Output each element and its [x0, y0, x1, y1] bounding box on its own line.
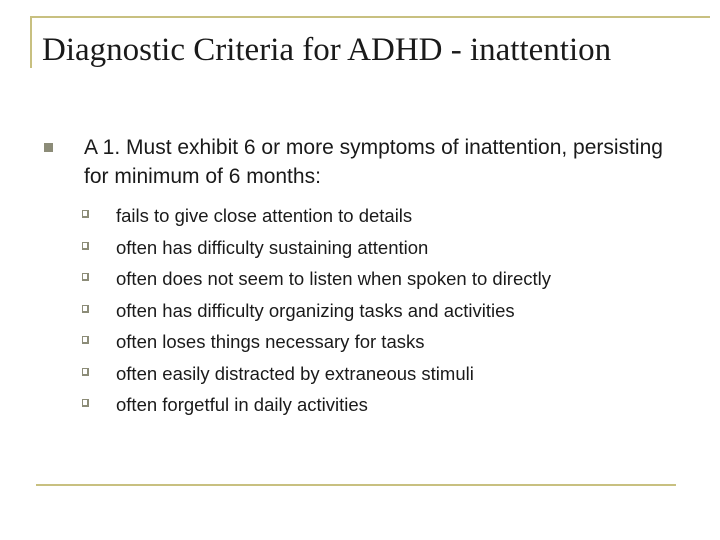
- symptom-text: often does not seem to listen when spoken to directly: [116, 268, 552, 289]
- symptom-item: [82, 358, 702, 390]
- symptom-text: often forgetful in daily activities: [116, 394, 368, 415]
- symptom-text: often has difficulty organizing tasks and activities: [116, 299, 515, 321]
- symptom-text: often easily distracted by extraneous stimuli: [116, 362, 474, 384]
- symptom-text: often loses things necessary for tasks: [116, 331, 425, 352]
- symptom-item: [82, 295, 702, 327]
- hollow-square-bullet-icon: [82, 305, 89, 313]
- square-bullet-icon: [44, 143, 53, 152]
- symptom-text: often has difficulty sustaining attention: [116, 236, 429, 258]
- symptom-item: [82, 263, 702, 295]
- slide-title: Diagnostic Criteria for ADHD - inattention: [42, 32, 612, 68]
- main-bullet-text: A 1. Must exhibit 6 or more symptoms of inattention, persisting for minimum of 6 months:: [84, 136, 663, 188]
- hollow-square-bullet-icon: [82, 336, 89, 344]
- symptom-item: [82, 389, 702, 421]
- bottom-rule: [36, 484, 676, 486]
- top-rule: [30, 16, 710, 18]
- symptom-item: [82, 326, 702, 358]
- hollow-square-bullet-icon: [82, 242, 89, 250]
- symptom-item: [82, 232, 702, 264]
- hollow-square-bullet-icon: [82, 273, 89, 281]
- symptom-item: [82, 200, 702, 232]
- symptom-list: [82, 200, 702, 421]
- hollow-square-bullet-icon: [82, 399, 89, 407]
- hollow-square-bullet-icon: [82, 210, 89, 218]
- hollow-square-bullet-icon: [82, 368, 89, 376]
- left-rule: [30, 16, 32, 68]
- symptom-text: fails to give close attention to details: [116, 205, 413, 226]
